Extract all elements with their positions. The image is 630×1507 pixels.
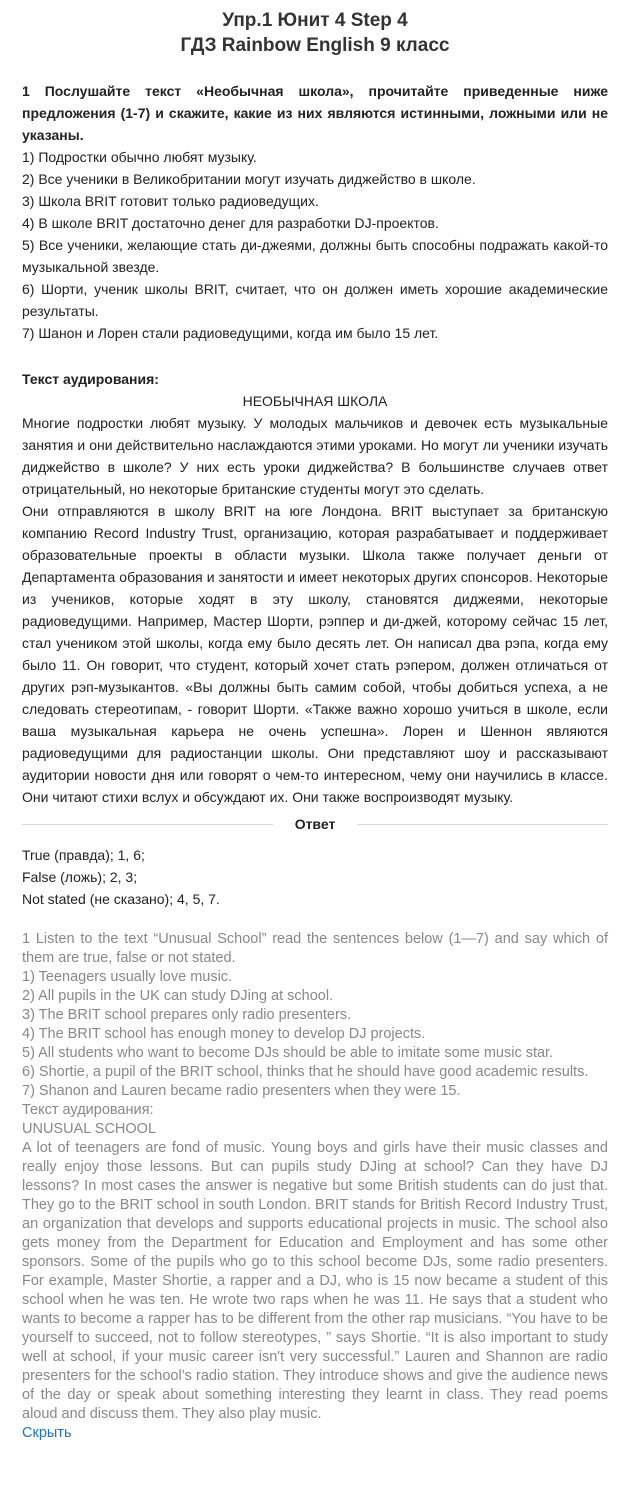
english-statement: 7) Shanon and Lauren became radio presenters when they were 15. [22, 1083, 461, 1099]
english-statement: 5) All students who want to become DJs should be able to imitate some music star. [22, 1045, 554, 1061]
listening-heading: Текст аудирования: [22, 371, 159, 387]
statement-item: 2) Все ученики в Великобритании могут изучать диджейство в школе. [22, 171, 476, 187]
statement-item: 1) Подростки обычно любят музыку. [22, 149, 257, 165]
story-title: НЕОБЫЧНАЯ ШКОЛА [242, 393, 388, 409]
divider-line [22, 824, 273, 825]
english-statement: 3) The BRIT school prepares only radio presenters. [22, 1007, 352, 1023]
answer-line: True (правда); 1, 6; [22, 847, 145, 863]
story-paragraph: Они отправляются в школу BRIT на юге Лондона. BRIT выступает за британскую компанию Record Industry Trust, организацию, которая разрабатывает и поддерживает образовательные проекты в области музыки. Школа также получает деньги от Департамента образования и занятости и имеет некоторых других спонсоров. Некоторые из учеников, которые ходят в эту школу, становятся диджеями, некоторые радиоведущими. Например, Мастер Шорти, рэппер и ди-джей, которому сейчас 15 лет, стал учеником этой школы, когда ему было десять лет. Он написал два рэпа, когда ему было 11. Он говорит, что студент, который хочет стать рэпером, должен отличаться от других рэп-музыкантов. «Вы должны быть самим собой, чтобы добиться успеха, а не следовать стереотипам, - говорит Шорти. «Также важно хорошо учиться в школе, если ваша музыкальная карьера не очень успешна». Лорен и Шеннон являются радиоведущими для радиостанции школы. Они представляют шоу и рассказывают аудитории новости дня или говорят о чем-то интересном, чему они научились в классе. Они читают стихи вслух и обсуждают их. Они также воспроизводят музыку. [22, 503, 608, 805]
answer-label: Ответ [294, 816, 336, 832]
english-section [22, 930, 608, 1424]
answer-list [22, 844, 608, 910]
story-paragraph: Многие подростки любят музыку. У молодых мальчиков и девочек есть музыкальные занятия и они действительно наслаждаются этими уроками. Но могут ли ученики изучать диджейство в школе? У них есть уроки диджейства? В большинстве случаев ответ отрицательный, но некоторые британские студенты могут это сделать. [22, 415, 608, 497]
english-statement: 1) Teenagers usually love music. [22, 969, 233, 985]
statement-item: 3) Школа BRIT готовит только радиоведущих. [22, 193, 319, 209]
page-subtitle: ГДЗ Rainbow English 9 класс [180, 35, 450, 56]
statement-item: 5) Все ученики, желающие стать ди-джеями, должны быть способны подражать какой-то музыкальной звезде. [22, 237, 608, 275]
hide-link[interactable]: Скрыть [22, 1425, 72, 1441]
english-paragraph: A lot of teenagers are fond of music. Young boys and girls have their music classes and really enjoy those lessons. But can pupils study DJing at school? Can they have DJ lessons? In most cases the answer is negative but some British students can do just that. They go to the BRIT school in south London. BRIT stands for British Record Industry Trust, an organization that develops and supports educational projects in music. The school also gets money from the Department for Education and Employment and has some other sponsors. Some of the pupils who go to this school become DJs, some radio presenters. For example, Master Shortie, a rapper and a DJ, who is 15 now became a student of this school when he was ten. He wrote two raps when he was 11. He says that a student who wants to become a rapper has to be different from the other rap musicians. “You have to be yourself to succeed, not to follow stereotypes, ” says Shortie. “It is also important to study well at school, if your music career isn't very successful.” Lauren and Shannon are radio presenters for the school’s radio station. They introduce shows and give the audience news of the day or speak about something interesting they learnt in class. They read poems aloud and discuss them. They also play music. [22, 1140, 608, 1422]
english-statement: 6) Shortie, a pupil of the BRIT school, thinks that he should have good academic results. [22, 1064, 589, 1080]
page-header [22, 8, 608, 58]
english-story-title: UNUSUAL SCHOOL [22, 1121, 157, 1137]
english-statement: 4) The BRIT school has enough money to develop DJ projects. [22, 1026, 426, 1042]
task-text: 1 Послушайте текст «Необычная школа», прочитайте приведенные ниже предложения (1-7) и скажите, какие из них являются истинными, ложными или не указаны. [22, 83, 608, 143]
statement-item: 7) Шанон и Лорен стали радиоведущими, когда им было 15 лет. [22, 325, 439, 341]
page-title: Упр.1 Юнит 4 Step 4 [222, 10, 408, 31]
russian-section [22, 80, 608, 808]
english-heading: Текст аудирования: [22, 1102, 154, 1118]
english-statement: 2) All pupils in the UK can study DJing at school. [22, 988, 334, 1004]
statement-item: 4) В школе BRIT достаточно денег для разработки DJ-проектов. [22, 215, 439, 231]
divider-line [357, 824, 608, 825]
statement-item: 6) Шорти, ученик школы BRIT, считает, что он должен иметь хорошие академические результаты. [22, 281, 608, 319]
english-task: 1 Listen to the text “Unusual School” read the sentences below (1—7) and say which of them are true, false or not stated. [22, 931, 608, 966]
answer-line: Not stated (не сказано); 4, 5, 7. [22, 891, 220, 907]
answer-divider [22, 816, 608, 832]
answer-line: False (ложь); 2, 3; [22, 869, 138, 885]
